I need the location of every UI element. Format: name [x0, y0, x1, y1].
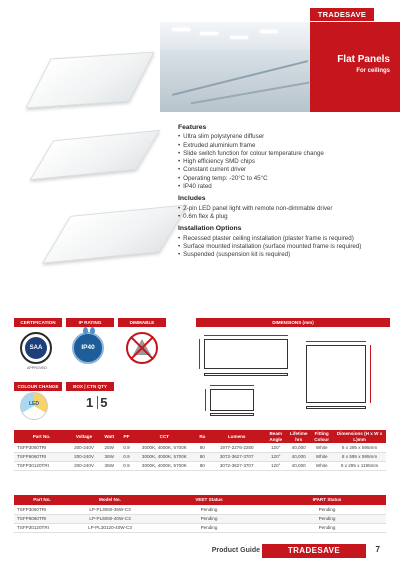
dimension-drawings	[196, 329, 390, 421]
table-cell: 3072-3627-3707	[209, 461, 264, 470]
table-cell: White	[310, 443, 333, 452]
installation-heading: Installation Options	[178, 225, 242, 233]
table-cell: LP-PL30120-40W-C3	[70, 523, 150, 532]
column-header: Voltage	[69, 430, 99, 443]
table-cell: 3000K, 4000K, 5700K	[133, 443, 195, 452]
ip-value: IP40	[81, 344, 95, 351]
table-row	[14, 461, 386, 470]
table-cell: TSFP6060TRI	[14, 452, 69, 461]
table-cell: 40,000	[287, 443, 310, 452]
table-cell: TSFP6060TRI	[14, 514, 70, 523]
table-cell: 200-240V	[69, 452, 99, 461]
product-description	[178, 124, 390, 263]
page-number: 7	[375, 545, 380, 554]
page-title: Flat Panels	[337, 54, 390, 65]
colour-change-icon-text: LED	[29, 401, 39, 407]
table-cell: White	[310, 461, 333, 470]
table-cell: 80	[195, 452, 209, 461]
table-cell: 120°	[264, 452, 287, 461]
dimension-drawing-small	[210, 389, 254, 411]
column-header: VEET Status	[150, 495, 268, 505]
list-item: • Slide switch function for colour temperature change	[178, 150, 390, 158]
table-cell: 40,000	[287, 452, 310, 461]
table-cell: 3072-3627-3707	[209, 452, 264, 461]
table-cell: LP-PL3060-36W-C3	[70, 505, 150, 514]
table-row	[14, 452, 386, 461]
footer-label: Product Guide	[211, 547, 260, 554]
table-row	[14, 505, 386, 514]
not-dimmable-icon	[126, 332, 158, 364]
certification-header: CERTIFICATION	[14, 318, 62, 327]
table-cell: 120°	[264, 461, 287, 470]
colour-change-header: COLOUR CHANGE	[14, 382, 62, 391]
column-header: Part No.	[14, 430, 69, 443]
column-header: Lumens	[209, 430, 264, 443]
table-cell: 200-240V	[69, 443, 99, 452]
table-cell: TSFP3060TRI	[14, 443, 69, 452]
box-qty-value: 1	[86, 395, 96, 410]
column-header: Part No.	[14, 495, 70, 505]
includes-list	[178, 205, 390, 222]
table-cell: Pending	[268, 505, 386, 514]
features-list	[178, 133, 390, 191]
table-cell: 36W	[99, 452, 120, 461]
list-item: • Recessed plaster ceiling installation (plaster frame is required)	[178, 235, 390, 243]
saa-approved-icon	[20, 332, 52, 364]
footer-brand-logo: TRADESAVE	[262, 544, 366, 558]
table-cell: 3000K, 4000K, 5700K	[133, 461, 195, 470]
includes-heading: Includes	[178, 195, 206, 203]
table-cell: 8 x 295 x 595mm	[333, 443, 386, 452]
table-cell: Pending	[150, 505, 268, 514]
column-header: Lifetime hrs	[287, 430, 310, 443]
ip-rating-header: IP RATING	[66, 318, 114, 327]
ctn-qty-value: 5	[100, 395, 110, 410]
table-cell: LP-PL6060-40W-C3	[70, 514, 150, 523]
table-cell: 3000K, 4000K, 5700K	[133, 452, 195, 461]
dimensions-header: DIMENSIONS (mm)	[196, 318, 390, 327]
column-header: Ra	[195, 430, 209, 443]
ip40-icon	[72, 332, 104, 364]
dimmable-header: DIMMABLE	[118, 318, 166, 327]
column-header: Beam Angle	[264, 430, 287, 443]
list-item: • 0.6m flex & plug	[178, 213, 390, 221]
flat-panel-image-long	[42, 204, 188, 263]
column-header: Watt	[99, 430, 120, 443]
table-cell: 200-240V	[69, 461, 99, 470]
box-qty-header: BOX | CTN QTY	[66, 382, 114, 391]
table-cell: Pending	[268, 523, 386, 532]
table-cell: TSFP3060TRI	[14, 505, 70, 514]
list-item: • Constant current driver	[178, 166, 390, 174]
table-cell: 25W	[99, 443, 120, 452]
dimension-drawing-long	[204, 339, 288, 369]
box-ctn-qty	[86, 395, 109, 410]
column-header: IPART Status	[268, 495, 386, 505]
page-footer	[0, 540, 400, 566]
specifications-table	[14, 430, 386, 471]
dimension-drawing-square	[306, 345, 366, 403]
list-item: • Surface mounted installation (surface mounted frame is required)	[178, 243, 390, 251]
compliance-status-table	[14, 495, 386, 533]
table-cell: 0.9	[120, 443, 134, 452]
page-subtitle: For ceilings	[356, 68, 390, 74]
table-row	[14, 523, 386, 532]
table-cell: 80	[195, 461, 209, 470]
table-cell: 0.9	[120, 452, 134, 461]
table-cell: 0.9	[120, 461, 134, 470]
flat-panel-image-square	[30, 130, 160, 180]
saa-icon-text: SAA	[25, 337, 47, 359]
column-header: Model No.	[70, 495, 150, 505]
saa-caption: APPROVED	[27, 366, 47, 370]
table-cell: 80	[195, 443, 209, 452]
hero-photo	[160, 22, 310, 112]
colour-change-icon	[20, 392, 48, 420]
table-cell: Pending	[150, 514, 268, 523]
brand-logo: TRADESAVE	[310, 8, 374, 21]
column-header: Dimensions (H x W x L)mm	[333, 430, 386, 443]
table-cell: 36W	[99, 461, 120, 470]
list-item: • High efficiency SMD chips	[178, 158, 390, 166]
table-cell: TSFP30120TRI	[14, 461, 69, 470]
table-row	[14, 443, 386, 452]
column-header: PF	[120, 430, 134, 443]
list-item: • Suspended (suspension kit is required)	[178, 251, 390, 259]
column-header: Fitting Colour	[310, 430, 333, 443]
table-header-row	[14, 430, 386, 443]
table-cell: 120°	[264, 443, 287, 452]
list-item: • 2-pin LED panel light with remote non-dimmable driver	[178, 205, 390, 213]
table-cell: 40,000	[287, 461, 310, 470]
table-cell: 1977-2276-2280	[209, 443, 264, 452]
column-header: CCT	[133, 430, 195, 443]
features-heading: Features	[178, 124, 207, 131]
list-item: • Extruded aluminium frame	[178, 142, 390, 150]
table-cell: TSFP30120TRI	[14, 523, 70, 532]
table-header-row	[14, 495, 386, 505]
hero-title-panel	[310, 22, 400, 112]
table-cell: 8 x 295 x 1195mm	[333, 461, 386, 470]
table-row	[14, 514, 386, 523]
table-cell: White	[310, 452, 333, 461]
installation-list	[178, 235, 390, 260]
table-cell: 8 x 595 x 595mm	[333, 452, 386, 461]
table-cell: Pending	[150, 523, 268, 532]
list-item: • Operating temp: -20°C to 45°C	[178, 175, 390, 183]
list-item: • Ultra slim polystyrene diffuser	[178, 133, 390, 141]
table-cell: Pending	[268, 514, 386, 523]
list-item: • IP40 rated	[178, 183, 390, 191]
